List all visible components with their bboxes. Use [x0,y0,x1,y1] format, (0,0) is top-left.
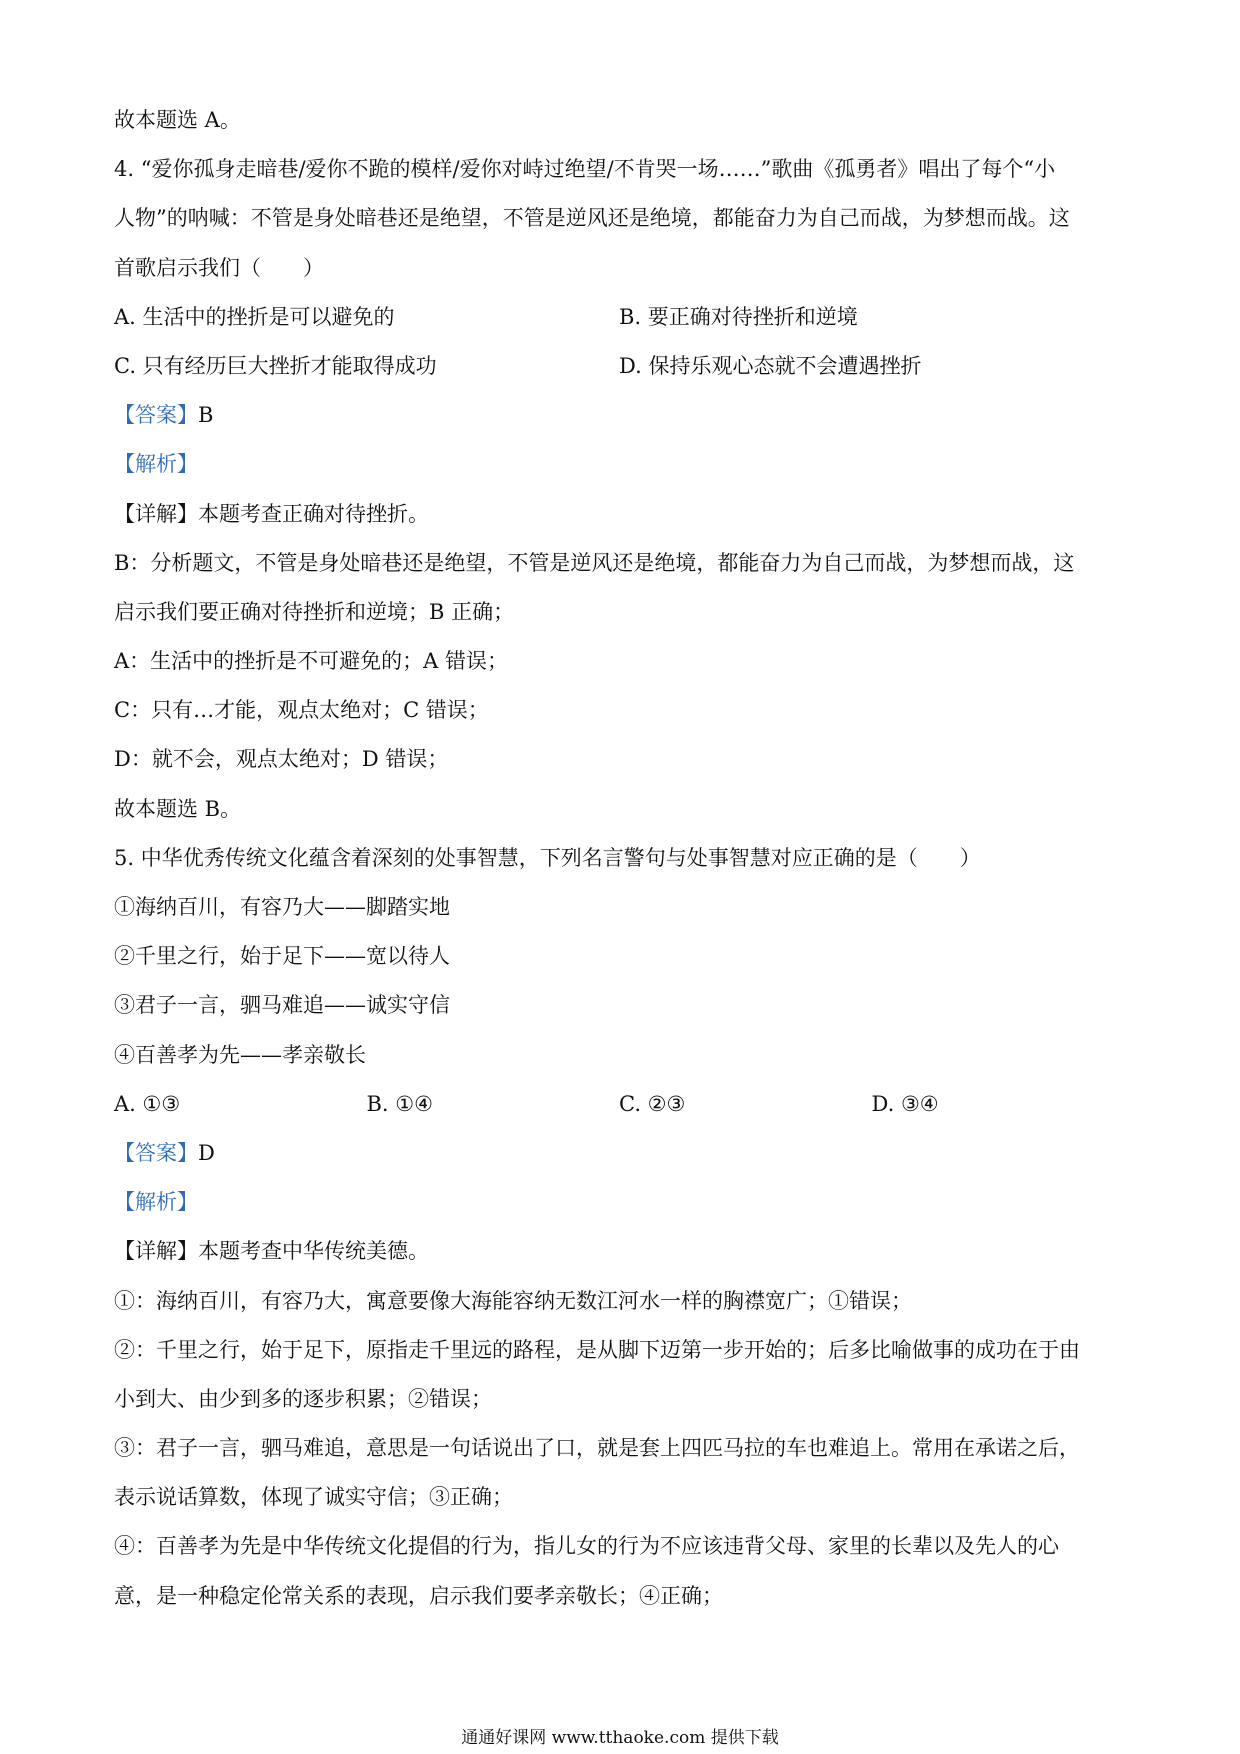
q4-answer-value: B [198,403,214,428]
q5-answer [114,1129,1124,1178]
q5-explain-line-7: 意，是一种稳定伦常关系的表现，启示我们要孝亲敬长；④正确； [114,1583,723,1608]
q5-option-a: A. ①③ [114,1091,181,1116]
q5-item-4: ④百善孝为先——孝亲敬长 [114,1042,366,1067]
q5-explain-line-3: 小到大、由少到多的逐步积累；②错误； [114,1386,492,1411]
q5-detail: 【详解】本题考查中华传统美德。 [114,1239,429,1264]
q5-stem: 5. 中华优秀传统文化蕴含着深刻的处事智慧，下列名言警句与处事智慧对应正确的是（ ） [114,845,981,870]
q5-answer-value: D [198,1140,215,1165]
question-4 [114,145,1124,834]
page-footer: 通通好课网 www.tthaoke.com 提供下载 [461,1728,779,1748]
q3-conclusion: 故本题选 A。 [114,108,241,132]
q4-explain-line-4: C：只有…才能，观点太绝对；C 错误； [114,698,489,723]
q5-item-3: ③君子一言，驷马难追——诚实守信 [114,993,450,1018]
q5-item-1: ①海纳百川，有容乃大——脚踏实地 [114,895,450,919]
q4-stem-line-3: 首歌启示我们（ ） [114,255,324,280]
answer-tag: 【答案】 [114,403,198,428]
q4-analysis-heading [114,440,1124,489]
q5-explain-line-6: ④：百善孝为先是中华传统文化提倡的行为，指儿女的行为不应该违背父母、家里的长辈以及先人的心 [114,1534,1059,1559]
q5-explain-line-2: ②：千里之行，始于足下，原指走千里远的路程，是从脚下迈第一步开始的；后多比喻做事的成功在于由 [114,1337,1080,1362]
q4-option-d: D. 保持乐观心态就不会遭遇挫折 [619,353,922,378]
q5-options-row [114,1080,1124,1129]
q4-explain-line-1: B：分析题文，不管是身处暗巷还是绝望，不管是逆风还是绝境，都能奋力为自己而战，为梦想而战，这 [114,550,1075,575]
q4-option-b: B. 要正确对待挫折和逆境 [619,304,858,329]
q5-item-2: ②千里之行，始于足下——宽以待人 [114,944,450,969]
q5-option-c: C. ②③ [619,1091,686,1116]
document-page [114,96,1124,1621]
q5-analysis-heading [114,1178,1124,1227]
question-5 [114,834,1124,1621]
q4-option-c: C. 只有经历巨大挫折才能取得成功 [114,353,437,378]
analysis-tag: 【解析】 [114,452,198,477]
q5-option-d: D. ③④ [871,1091,939,1116]
q4-detail: 【详解】本题考查正确对待挫折。 [114,501,429,526]
q4-conclusion: 故本题选 B。 [114,796,242,821]
q4-stem-line-1: 4. “爱你孤身走暗巷/爱你不跪的模样/爱你对峙过绝望/不肯哭一场……”歌曲《孤勇者》唱出了每个“小 [114,157,1056,182]
q4-explain-line-5: D：就不会，观点太绝对；D 错误； [114,747,449,772]
q4-stem-line-2: 人物”的呐喊：不管是身处暗巷还是绝望，不管是逆风还是绝境，都能奋力为自己而战，为梦想而战。这 [114,206,1070,231]
q4-options-row-2 [114,342,1124,391]
q4-explain-line-3: A：生活中的挫折是不可避免的；A 错误； [114,649,509,674]
q4-explain-line-2: 启示我们要正确对待挫折和逆境；B 正确； [114,599,515,624]
q4-option-a: A. 生活中的挫折是可以避免的 [114,304,395,329]
answer-tag: 【答案】 [114,1140,198,1165]
q4-options-row-1 [114,293,1124,342]
analysis-tag: 【解析】 [114,1190,198,1215]
q4-answer [114,391,1124,440]
q5-explain-line-4: ③：君子一言，驷马难追，意思是一句话说出了口，就是套上四匹马拉的车也难追上。常用在承诺之后， [114,1436,1080,1461]
q5-explain-line-1: ①：海纳百川，有容乃大，寓意要像大海能容纳无数江河水一样的胸襟宽广；①错误； [114,1288,912,1313]
q5-option-b: B. ①④ [366,1091,433,1116]
q5-explain-line-5: 表示说话算数，体现了诚实守信；③正确； [114,1485,513,1510]
